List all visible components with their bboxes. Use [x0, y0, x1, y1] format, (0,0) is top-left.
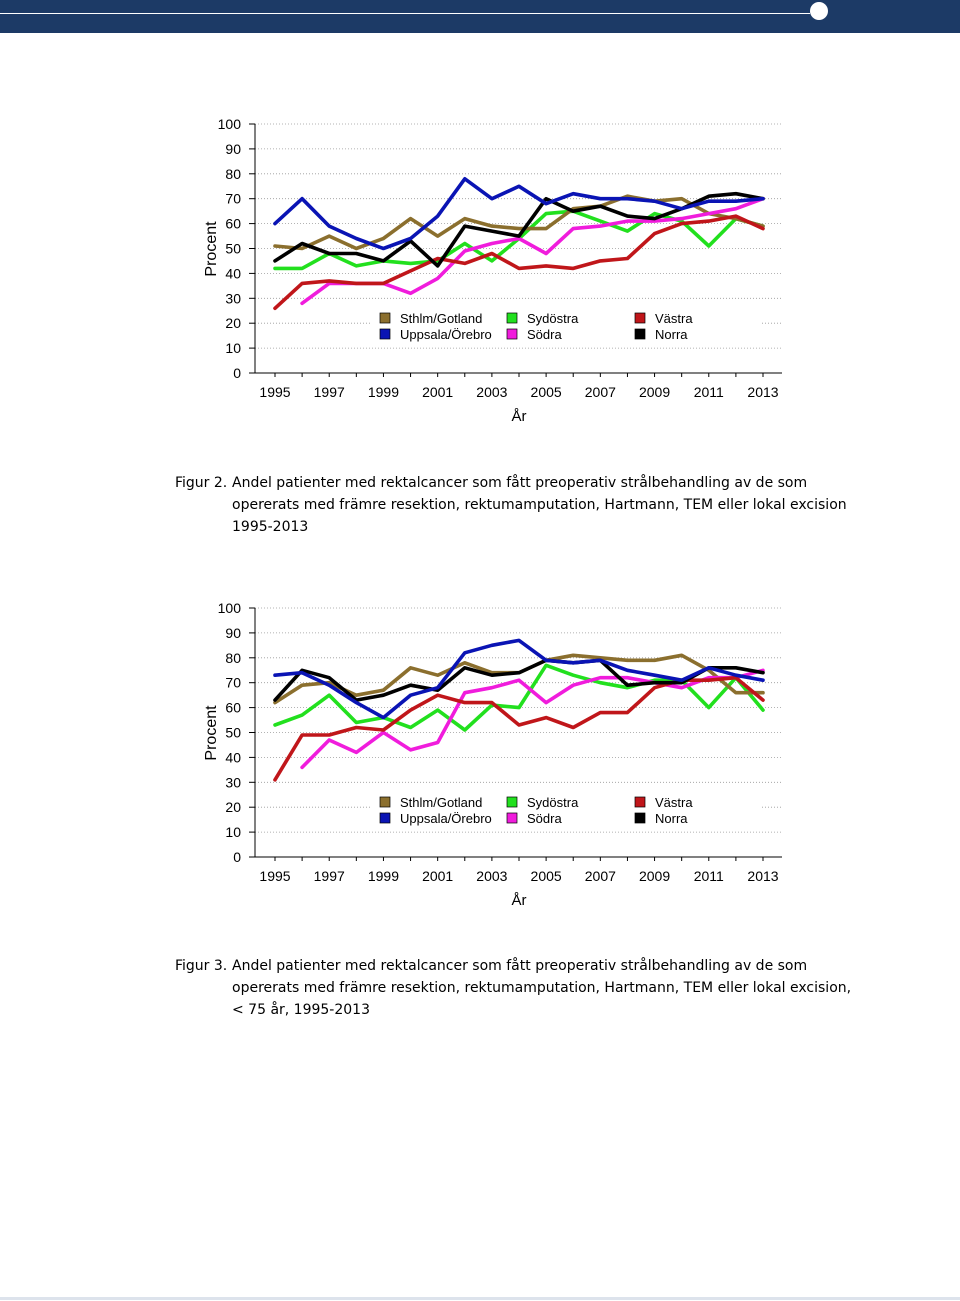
legend-swatch-sydostra [507, 797, 517, 807]
y-tick-label: 50 [225, 724, 241, 741]
legend-label-vastra: Västra [655, 311, 693, 326]
y-tick-label: 20 [225, 315, 241, 332]
x-tick-label: 2011 [693, 868, 724, 884]
figure-2-caption-label: Figur 2. [175, 475, 228, 491]
header-rule [0, 13, 810, 14]
legend-swatch-uppsala-orebro [380, 329, 390, 339]
x-tick-label: 1997 [313, 384, 345, 400]
legend-swatch-norra [635, 329, 645, 339]
legend-swatch-sydostra [507, 313, 517, 323]
x-tick-label: 2003 [476, 384, 508, 400]
legend-swatch-sthlm-gotland [380, 313, 390, 323]
figure-2-chart [0, 110, 960, 450]
legend-swatch-sthlm-gotland [380, 797, 390, 807]
y-tick-label: 40 [225, 265, 241, 282]
x-tick-label: 2005 [530, 384, 562, 400]
x-tick-label: 2009 [638, 384, 671, 400]
y-tick-label: 70 [225, 190, 241, 207]
y-tick-label: 30 [225, 290, 241, 307]
legend-swatch-uppsala-orebro [380, 813, 390, 823]
legend-swatch-sodra [507, 329, 517, 339]
legend-swatch-norra [635, 813, 645, 823]
legend-label-sodra: Södra [527, 327, 562, 342]
header-dot [810, 2, 828, 20]
y-tick-label: 10 [225, 340, 241, 357]
legend-label-sodra: Södra [527, 811, 562, 826]
legend-label-sydostra: Sydöstra [527, 795, 579, 810]
x-tick-label: 2007 [584, 384, 616, 400]
y-tick-label: 80 [225, 165, 241, 182]
y-tick-label: 90 [225, 140, 241, 157]
y-tick-label: 80 [225, 649, 241, 666]
x-tick-label: 2001 [422, 384, 454, 400]
x-tick-label: 2007 [584, 868, 616, 884]
legend-label-vastra: Västra [655, 795, 693, 810]
legend-label-norra: Norra [655, 811, 688, 826]
x-tick-label: 2011 [693, 384, 724, 400]
figure-3-caption-text: Andel patienter med rektalcancer som fått preoperativ strålbehandling av de som opererats med främre resektion, rektumamputation, Hartmann, TEM eller lokal excision, < 75 år, 1995-2013 [232, 958, 852, 1018]
x-axis-title: År [511, 892, 527, 909]
y-tick-label: 90 [225, 624, 241, 641]
figure-2-caption [175, 472, 855, 538]
legend-swatch-vastra [635, 797, 645, 807]
figure-3-caption-label: Figur 3. [175, 958, 228, 974]
y-tick-label: 20 [225, 799, 241, 816]
x-tick-label: 2005 [530, 868, 562, 884]
y-tick-label: 60 [225, 215, 241, 232]
x-tick-label: 1995 [259, 868, 291, 884]
footer-rule [0, 1297, 960, 1300]
y-tick-label: 70 [225, 674, 241, 691]
figure-3-chart [0, 594, 960, 934]
legend-label-sydostra: Sydöstra [527, 311, 579, 326]
y-tick-label: 10 [225, 824, 241, 841]
x-axis-title: År [511, 408, 527, 425]
y-tick-label: 0 [233, 365, 241, 381]
legend-swatch-sodra [507, 813, 517, 823]
figure-2-caption-text: Andel patienter med rektalcancer som fått preoperativ strålbehandling av de som opererats med främre resektion, rektumamputation, Hartmann, TEM eller lokal excision 1995-2013 [232, 475, 847, 535]
y-axis-title: Procent [203, 705, 220, 761]
y-tick-label: 30 [225, 774, 241, 791]
legend-label-uppsala-orebro: Uppsala/Örebro [400, 811, 492, 826]
x-tick-label: 1999 [367, 384, 400, 400]
legend-label-norra: Norra [655, 327, 688, 342]
y-tick-label: 100 [217, 600, 241, 616]
figure-3-caption [175, 955, 855, 1021]
x-tick-label: 2009 [638, 868, 671, 884]
x-tick-label: 1997 [313, 868, 345, 884]
x-tick-label: 2013 [747, 384, 779, 400]
y-tick-label: 100 [217, 116, 241, 132]
x-tick-label: 2003 [476, 868, 508, 884]
legend-label-sthlm-gotland: Sthlm/Gotland [400, 795, 483, 810]
x-tick-label: 2013 [747, 868, 779, 884]
y-axis-title: Procent [203, 221, 220, 277]
y-tick-label: 0 [233, 849, 241, 865]
legend-label-sthlm-gotland: Sthlm/Gotland [400, 311, 483, 326]
header-bar [0, 0, 960, 33]
legend-swatch-vastra [635, 313, 645, 323]
x-tick-label: 2001 [422, 868, 454, 884]
legend-label-uppsala-orebro: Uppsala/Örebro [400, 327, 492, 342]
y-tick-label: 60 [225, 699, 241, 716]
x-tick-label: 1999 [367, 868, 400, 884]
x-tick-label: 1995 [259, 384, 291, 400]
y-tick-label: 40 [225, 749, 241, 766]
y-tick-label: 50 [225, 240, 241, 257]
